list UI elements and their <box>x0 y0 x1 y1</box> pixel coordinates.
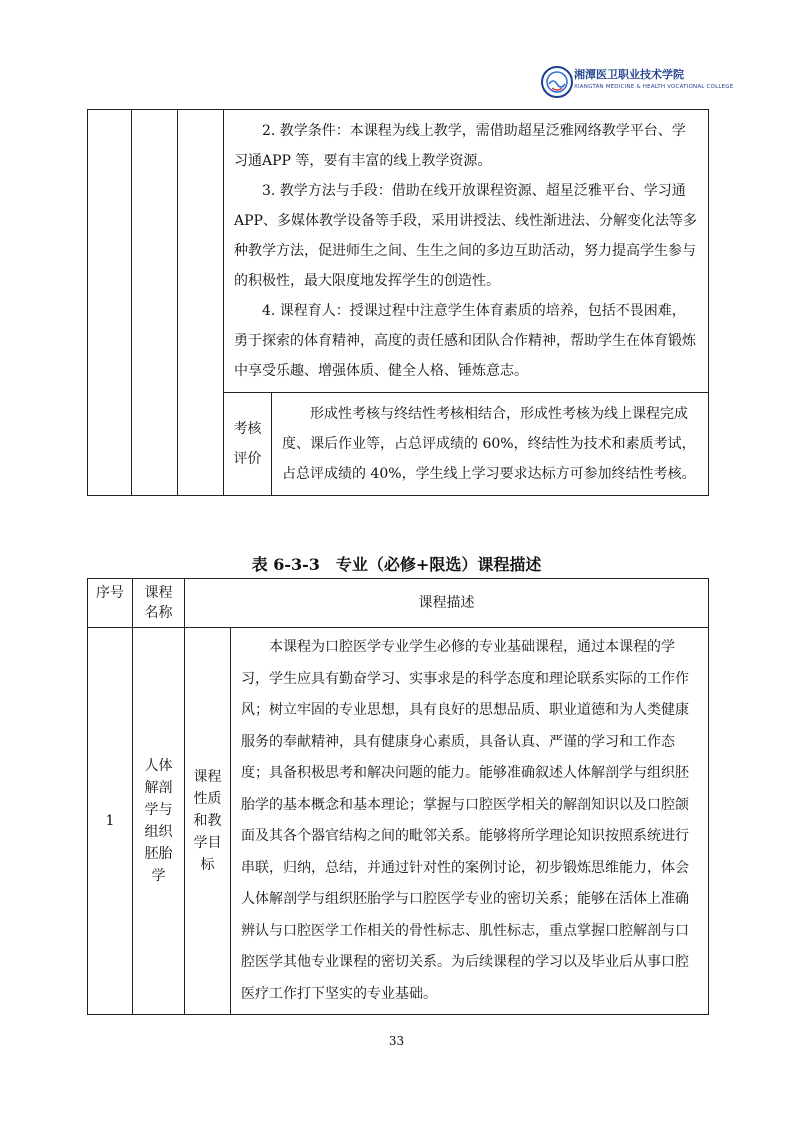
paragraph-education: 4. 课程育人：授课过程中注意学生体育素质的培养，包括不畏困难，勇于探索的体育精神，高度的责任感和团队合作精神，帮助学生在体育锻炼中享受乐趣、增强体质、健全人格、锤炼意志。 <box>234 303 696 379</box>
professional-course-table <box>87 578 709 1015</box>
aspect-line: 和教 <box>193 813 222 829</box>
aspect-line: 课程 <box>193 769 222 785</box>
course-name-line: 人体 <box>144 758 173 774</box>
row-aspect <box>185 628 231 1015</box>
course-table-continued <box>87 109 709 496</box>
aspect-line: 性质 <box>193 791 222 807</box>
aspect-line: 学目 <box>193 835 222 851</box>
aspect-line: 标 <box>200 857 215 873</box>
assessment-label <box>224 393 272 496</box>
table-row <box>88 628 709 1015</box>
course-name-line: 学 <box>151 868 166 884</box>
paragraph-methods: 3. 教学方法与手段：借助在线开放课程资源、超星泛雅平台、学习通 APP、多媒体教学设备等手段，采用讲授法、线性渐进法、分解变化法等多种教学方法，促进师生之间、生生之间的多边互助活动，努力提高学生参与的积极性，最大限度地发挥学生的创造性。 <box>234 183 697 289</box>
table-caption: 表 6-3-3 专业（必修+限选）课程描述 <box>251 555 542 574</box>
table-header-row <box>88 579 709 628</box>
table-row <box>88 110 709 393</box>
course-name-line: 组织 <box>144 824 173 840</box>
course-description: 本课程为口腔医学专业学生必修的专业基础课程，通过本课程的学习，学生应具有勤奋学习、实事求是的科学态度和理论联系实际的工作作风；树立牢固的专业思想，具有良好的思想品质、职业道德和为人类健康服务的奉献精神，具有健康身心素质，具备认真、严谨的学习和工作态度；具备积极思考和解决问题的能力。能够准确叙述人体解剖学与组织胚胎学的基本概念和基本理论；掌握与口腔医学相关的解剖知识以及口腔颌面及其各个器官结构之间的毗邻关系。能够将所学理论知识按照系统进行串联，归纳，总结，并通过针对性的案例讨论，初步锻炼思维能力，体会人体解剖学与组织胚胎学与口腔医学专业的密切关系；能够在活体上准确辨认与口腔医学工作相关的骨性标志、肌性标志，重点掌握口腔解剖与口腔医学其他专业课程的密切关系。为后续课程的学习以及毕业后从事口腔医疗工作打下坚实的专业基础。 <box>241 639 689 1002</box>
header-seq: 序号 <box>88 579 133 628</box>
row-description-cell <box>231 628 709 1015</box>
assessment-label-line2: 评价 <box>233 451 262 467</box>
header-course-name-line1: 课程 <box>144 585 173 601</box>
header-description: 课程描述 <box>185 579 709 628</box>
assessment-text: 形成性考核与终结性考核相结合，形成性考核为线上课程完成度、课后作业等，占总评成绩的 60%，终结性为技术和素质考试，占总评成绩的 40%，学生线上学习要求达标方可参加终结性考核。 <box>282 406 696 482</box>
school-name: 湘潭医卫职业技术学院 <box>574 68 684 81</box>
school-name-en: XIANGTAN MEDICINE & HEALTH VOCATIONAL COLLEGE <box>574 84 734 90</box>
header-course-name <box>133 579 185 628</box>
course-name-line: 解剖 <box>144 780 173 796</box>
row-seq: 1 <box>88 628 133 1015</box>
header-course-name-line2: 名称 <box>144 605 173 621</box>
assessment-text-cell <box>272 393 709 496</box>
row-course-name <box>133 628 185 1015</box>
course-name-line: 学与 <box>144 802 173 818</box>
paragraph-conditions: 2. 教学条件：本课程为线上教学，需借助超星泛雅网络教学平台、学习通APP 等，要有丰富的线上教学资源。 <box>234 123 686 169</box>
course-name-cell <box>132 110 178 496</box>
aspect-cell <box>178 110 224 496</box>
assessment-label-line1: 考核 <box>233 421 262 437</box>
seq-cell <box>88 110 132 496</box>
page-number: 33 <box>388 1034 405 1048</box>
course-name-line: 胚胎 <box>144 846 173 862</box>
teaching-description-cell <box>224 110 709 393</box>
